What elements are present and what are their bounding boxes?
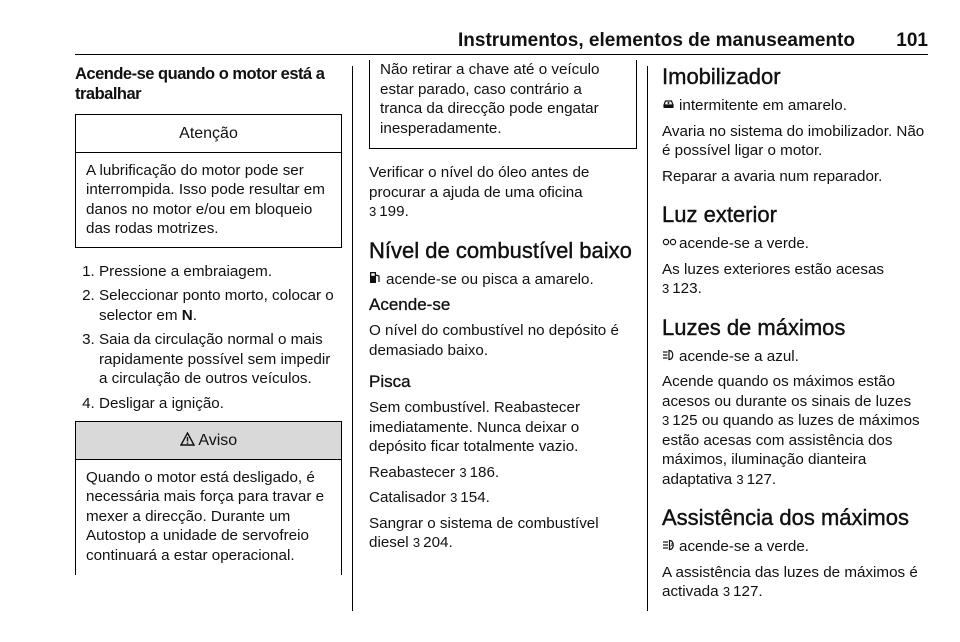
section-heading: Assistência dos máximos	[662, 505, 909, 530]
page-ref-icon: 3	[369, 204, 377, 219]
page-ref: 154.	[460, 489, 490, 506]
paragraph: intermitente em amarelo.	[662, 96, 928, 116]
paragraph: Reparar a avaria num reparador.	[662, 167, 883, 185]
paragraph: Acende quando os máximos estão acesos ou durante os sinais de luzes 3 125 ou quando as luzes de máximos estão acesas com assistência dos máximos, iluminação dianteira adaptativa 3 127.	[662, 373, 920, 488]
page-ref: 125	[672, 412, 698, 429]
paragraph: Verificar o nível do óleo antes de procurar a ajuda de uma oficina 3 199.	[369, 164, 590, 220]
page-ref: 127.	[746, 470, 777, 488]
paragraph: O nível do combustível no depósito é demasiado baixo.	[369, 322, 619, 359]
warning-box	[75, 421, 342, 575]
paragraph: acende-se a verde.	[662, 234, 928, 254]
page-ref-icon: 3	[662, 281, 670, 296]
high-beam-assist-icon	[662, 537, 676, 557]
subheading: Pisca	[369, 372, 411, 391]
list-item: 1. Pressione a embraiagem.	[99, 262, 342, 282]
column-middle	[369, 61, 637, 559]
column-divider	[647, 66, 648, 611]
page-ref: 199.	[379, 203, 409, 220]
page-ref-icon: 3	[736, 471, 744, 487]
car-key-icon	[662, 96, 676, 116]
section-heading: Acende-se quando o motor está a trabalhar	[75, 65, 325, 103]
paragraph: A acende-se a verde.	[662, 537, 928, 557]
attention-box	[75, 114, 342, 248]
paragraph: acende-se a azul.	[662, 347, 928, 367]
paragraph: Avaria no sistema do imobilizador. Não é possível ligar o motor.	[662, 122, 925, 159]
warning-title: Aviso	[76, 422, 341, 460]
page-ref-icon: 3	[459, 464, 467, 480]
page-title: Instrumentos, elementos de manuseamento	[458, 30, 855, 51]
section-heading: Nível de combustível baixo	[369, 237, 632, 263]
list-item: 3. Saia da circulação normal o mais rapidamente possível sem impedir a circulação de outros veículos.	[99, 330, 342, 389]
page-header	[75, 30, 928, 55]
warning-triangle-icon	[180, 432, 199, 449]
page-ref-icon: 3	[722, 584, 731, 599]
section-heading: Luz exterior	[662, 202, 777, 227]
subheading: Acende-se	[369, 295, 451, 314]
paragraph: acende-se ou pisca a amarelo.	[369, 270, 637, 290]
page-ref: 127.	[733, 583, 763, 600]
paragraph: As luzes exteriores estão acesas 3 123.	[662, 260, 885, 297]
column-left	[75, 64, 342, 575]
warning-body: Quando o motor está desligado, é necessária mais força para travar e mexer a direcção. Durante um Autostop a unidade de servofreio continuará a estar operacional.	[86, 468, 325, 564]
page-ref: 123.	[672, 280, 702, 297]
attention-title: Atenção	[76, 115, 341, 153]
page-number: 101	[896, 30, 928, 51]
column-divider	[352, 66, 353, 611]
svg-text:A: A	[670, 543, 674, 550]
list-item: 4. Desligar a ignição.	[99, 394, 342, 414]
warning-body-continued: Não retirar a chave até o veículo estar parado, caso contrário a tranca da direcção pode engatar inesperadamente.	[380, 61, 600, 137]
paragraph: Catalisador 3 154.	[369, 489, 490, 506]
list-item: 2. Seleccionar ponto morto, colocar o selector em N.	[99, 286, 342, 325]
paragraph: Sem combustível. Reabastecer imediatamente. Nunca deixar o depósito ficar totalmente vazio.	[369, 399, 581, 455]
page-ref-icon: 3	[450, 490, 458, 505]
page-ref-icon: 3	[662, 413, 670, 428]
page-ref: 204.	[423, 534, 453, 551]
page-ref-icon: 3	[412, 535, 421, 550]
section-heading: Luzes de máximos	[662, 314, 846, 340]
page-ref: 186.	[469, 463, 500, 481]
paragraph: A assistência das luzes de máximos é activada 3 127.	[662, 563, 918, 600]
attention-body: A lubrificação do motor pode ser interrompida. Isso pode resultar em danos no motor e/ou em bloqueio das rodas motrizes.	[86, 161, 325, 237]
section-heading: Imobilizador	[662, 64, 781, 89]
exterior-light-icon	[662, 234, 676, 254]
fuel-pump-icon	[369, 270, 383, 290]
warning-box-continued	[369, 60, 637, 149]
step-list	[75, 262, 342, 414]
column-right	[662, 64, 928, 608]
paragraph: Reabastecer 3 186.	[369, 463, 500, 481]
high-beam-icon	[662, 347, 676, 367]
paragraph: Sangrar o sistema de combustível diesel 3 204.	[369, 514, 599, 551]
